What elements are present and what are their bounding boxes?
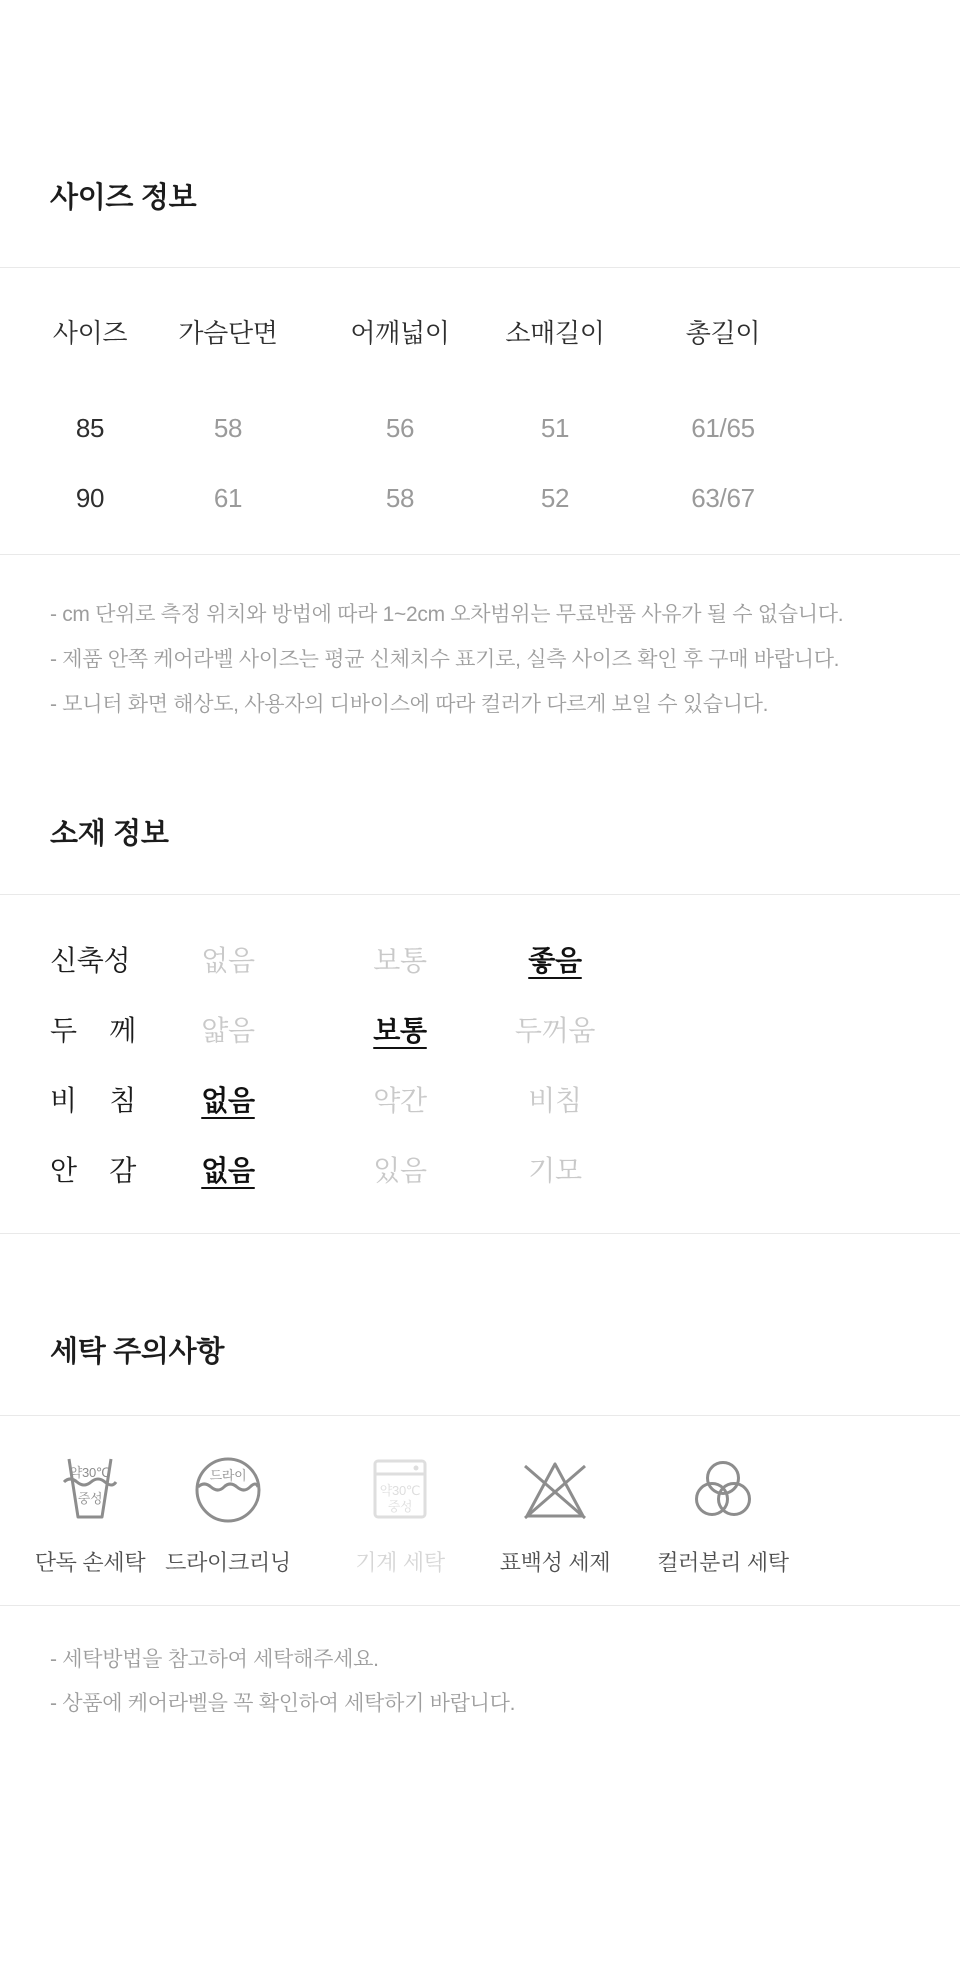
shoulder-value: 58	[385, 483, 415, 513]
size-table-header-shoulder: 어깨넓이	[350, 318, 450, 348]
care-label: 드라이크리닝	[165, 1550, 291, 1575]
material-option: 기모	[528, 1155, 582, 1186]
material-row-lining	[50, 1134, 636, 1204]
color-separation-icon	[685, 1453, 761, 1527]
care-note: - 상품에 케어라벨을 꼭 확인하여 세탁하기 바랍니다.	[50, 1692, 516, 1715]
size-table-header-size: 사이즈	[52, 318, 128, 348]
material-option: 보통	[373, 945, 427, 976]
size-table-header-length: 총길이	[685, 318, 761, 348]
care-note: - 세탁방법을 참고하여 세탁해주세요.	[50, 1648, 379, 1671]
size-table-header-sleeve: 소매길이	[505, 318, 605, 348]
sleeve-value: 51	[540, 413, 570, 443]
size-table	[0, 267, 960, 555]
material-option-selected: 없음	[201, 1085, 255, 1116]
size-table-row-90	[50, 463, 810, 533]
size-note: - cm 단위로 측정 위치와 방법에 따라 1~2cm 오차범위는 무료반품 사유가 될 수 없습니다.	[50, 603, 844, 626]
material-row-label: 두 께	[50, 1015, 136, 1046]
chest-value: 58	[213, 413, 243, 443]
size-table-row-85	[50, 393, 810, 463]
material-option-selected: 좋음	[528, 945, 582, 976]
no-bleach-icon	[517, 1453, 593, 1527]
care-item-hand-wash	[34, 1453, 146, 1578]
size-table-header-chest: 가슴단면	[178, 318, 278, 348]
care-item-no-bleach	[474, 1453, 636, 1578]
material-option: 두꺼움	[514, 1015, 596, 1046]
care-item-dry-clean	[130, 1453, 326, 1578]
material-row-thickness	[50, 994, 636, 1064]
material-option-selected: 보통	[373, 1015, 427, 1046]
material-row-sheerness	[50, 1064, 636, 1134]
care-item-color-separation	[636, 1453, 810, 1578]
material-row-stretch	[50, 924, 636, 994]
size-note: - 제품 안쪽 케어라벨 사이즈는 평균 신체치수 표기로, 실측 사이즈 확인 후 구매 바랍니다.	[50, 648, 840, 671]
size-notes	[0, 555, 960, 720]
material-option: 있음	[373, 1155, 427, 1186]
material-info-title: 소재 정보	[50, 818, 169, 850]
material-option: 약간	[373, 1085, 427, 1116]
chest-value: 61	[213, 483, 243, 513]
svg-text:드라이: 드라이	[209, 1468, 247, 1483]
shoulder-value: 56	[385, 413, 415, 443]
dry-clean-icon	[190, 1453, 266, 1527]
size-info-title: 사이즈 정보	[50, 182, 197, 214]
care-icons-row	[34, 1453, 810, 1578]
length-value: 61/65	[691, 413, 755, 443]
size-table-header-row	[50, 308, 810, 358]
care-label: 단독 손세탁	[34, 1550, 146, 1575]
material-row-label: 안 감	[50, 1155, 136, 1186]
size-value: 90	[75, 483, 105, 513]
svg-text:중성: 중성	[387, 1499, 413, 1514]
svg-text:약30℃: 약30℃	[379, 1483, 421, 1498]
care-label: 표백성 세제	[499, 1550, 611, 1575]
size-note: - 모니터 화면 해상도, 사용자의 디바이스에 따라 컬러가 다르게 보일 수 있습니다.	[50, 693, 769, 716]
material-row-label: 신축성	[50, 945, 131, 976]
material-row-label: 비 침	[50, 1085, 136, 1116]
material-option: 얇음	[201, 1015, 255, 1046]
length-value: 63/67	[691, 483, 755, 513]
material-table	[0, 894, 960, 1234]
machine-wash-icon	[362, 1453, 438, 1527]
care-notes	[0, 1606, 960, 1719]
sleeve-value: 52	[540, 483, 570, 513]
care-label: 컬러분리 세탁	[657, 1550, 789, 1575]
care-label: 기계 세탁	[355, 1550, 445, 1575]
material-option-selected: 없음	[201, 1155, 255, 1186]
material-option: 비침	[528, 1085, 582, 1116]
material-option: 없음	[201, 945, 255, 976]
hand-wash-icon	[52, 1453, 128, 1527]
svg-text:중성: 중성	[77, 1491, 103, 1506]
care-section	[0, 1415, 960, 1606]
care-info-title: 세탁 주의사항	[50, 1336, 225, 1368]
size-value: 85	[75, 413, 105, 443]
svg-text:약30℃: 약30℃	[69, 1465, 111, 1480]
care-item-machine-wash	[326, 1453, 474, 1578]
